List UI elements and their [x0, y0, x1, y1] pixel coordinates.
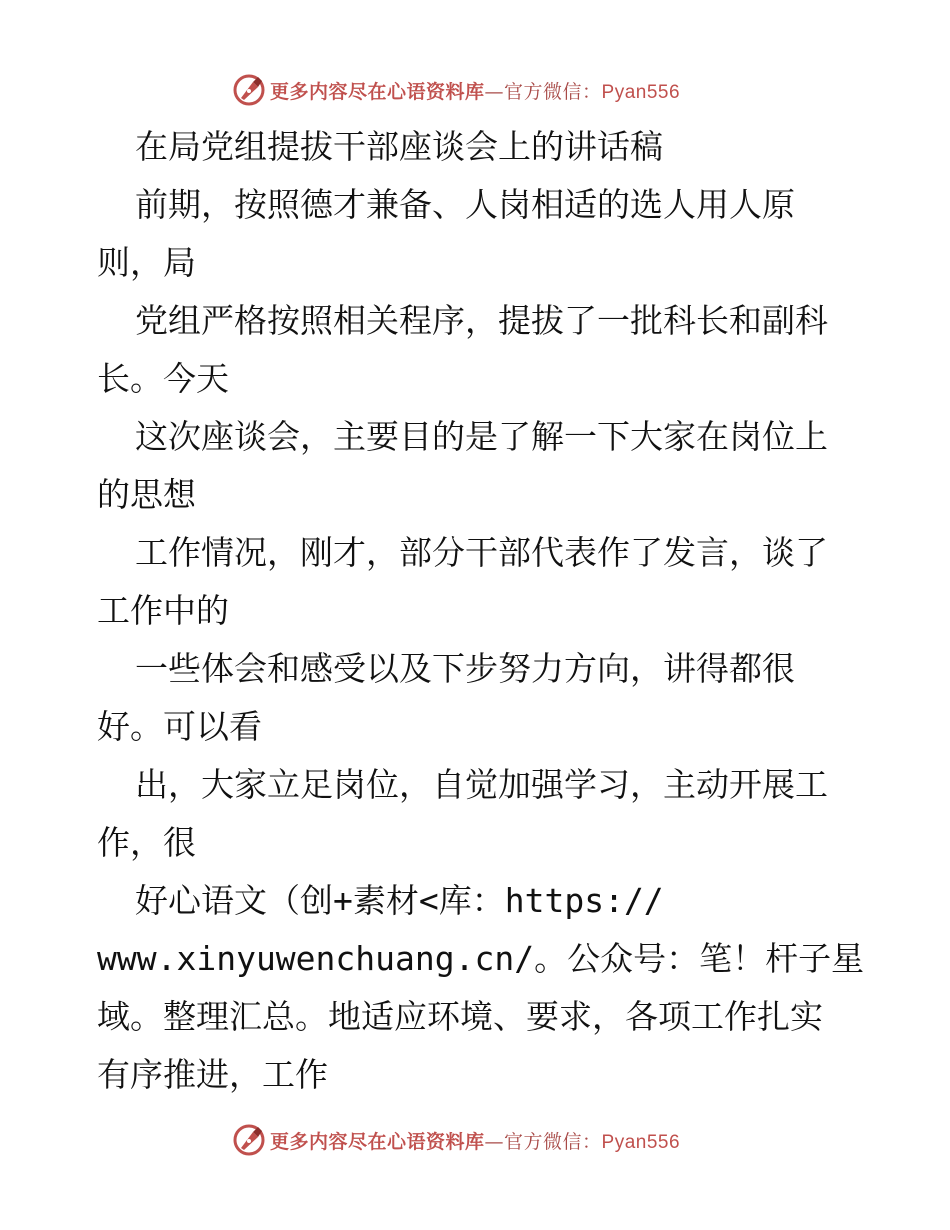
- text-line: 出，大家立足岗位，自觉加强学习，主动开展工: [135, 765, 828, 804]
- text-line: 工作情况，刚才，部分干部代表作了发言，谈了: [135, 533, 828, 572]
- text-line: 长。今天: [97, 359, 229, 398]
- text-line: 工作中的: [97, 591, 229, 630]
- text-line: 的思想: [97, 475, 196, 514]
- footer-banner: [232, 1120, 680, 1160]
- text-line: 前期，按照德才兼备、人岗相适的选人用人原: [135, 185, 795, 224]
- text-line: 好心语文（创+素材<库：https://: [135, 881, 664, 920]
- text-line: 这次座谈会，主要目的是了解一下大家在岗位上: [135, 417, 828, 456]
- text-line: 党组严格按照相关程序，提拔了一批科长和副科: [135, 301, 828, 340]
- banner-wechat-id: Pyan556: [601, 1131, 681, 1153]
- text-line: 一些体会和感受以及下步努力方向，讲得都很: [135, 649, 795, 688]
- text-line: 在局党组提拔干部座谈会上的讲话稿: [135, 127, 663, 166]
- text-line: 作，很: [97, 823, 196, 862]
- banner-dash-text: —官方微信：: [484, 1130, 602, 1153]
- banner-text: [270, 77, 680, 104]
- text-line: 好。可以看: [97, 707, 262, 746]
- pen-nib-logo-icon: [232, 1123, 266, 1157]
- text-line: 域。整理汇总。地适应环境、要求，各项工作扎实: [97, 997, 823, 1036]
- pen-nib-logo-icon: [232, 73, 266, 107]
- document-body: [97, 118, 867, 1104]
- banner-main-text: 更多内容尽在心语资料库: [270, 1130, 485, 1153]
- banner-wechat-id: Pyan556: [601, 81, 681, 103]
- header-banner: [232, 70, 680, 110]
- banner-text: [270, 1127, 680, 1154]
- banner-dash-text: —官方微信：: [484, 80, 602, 103]
- text-line: www.xinyuwenchuang.cn/。公众号：笔！杆子星: [97, 939, 865, 978]
- banner-main-text: 更多内容尽在心语资料库: [270, 80, 485, 103]
- text-line: 有序推进，工作: [97, 1055, 328, 1094]
- text-line: 则，局: [97, 243, 196, 282]
